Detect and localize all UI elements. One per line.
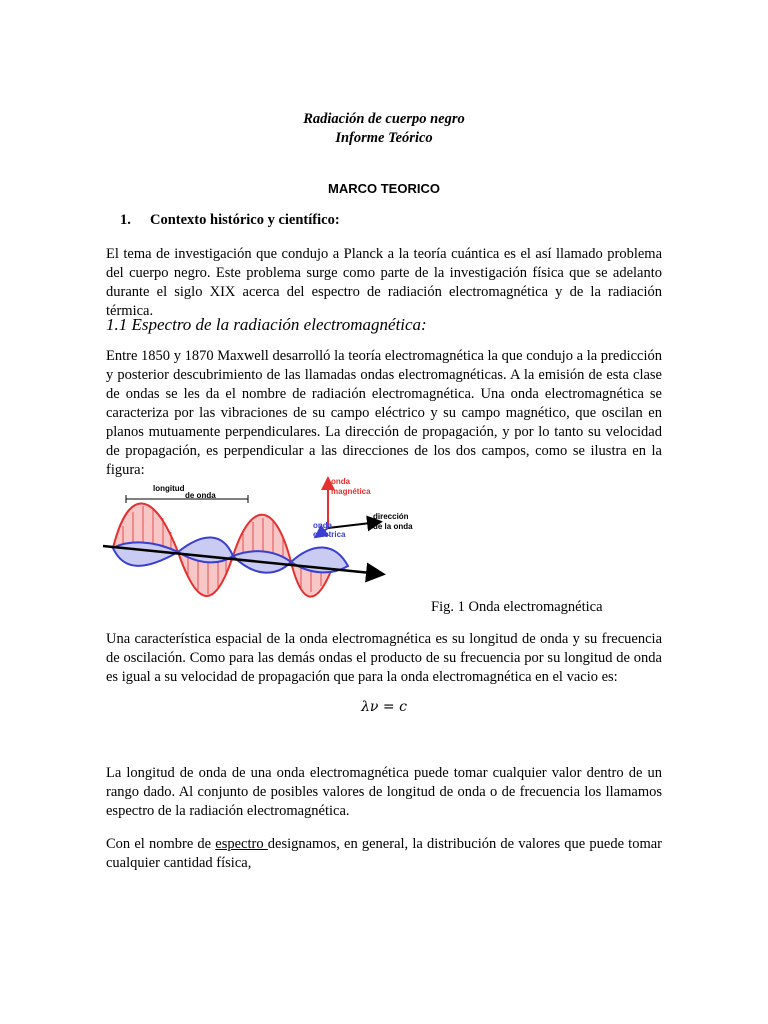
term-espectro: espectro — [215, 836, 268, 852]
numbered-heading — [120, 212, 340, 229]
formula: λν = c — [361, 699, 407, 715]
paragraph-2: Entre 1850 y 1870 Maxwell desarrolló la teoría electromagnética la que condujo a la predicción y posterior descubrimiento de las llamadas ondas electromagnéticas. A la emisión de esta clase de ondas se les da el nombre de radiación electromagnética. Una onda electromagnética se caracteriza por las vibraciones de su campo eléctrico y su campo magnético, que oscilan en planos mutuamente perpendiculares. La dirección de propagación, y por lo tanto su velocidad de propagación, es perpendicular a las direcciones de los dos campos, como se ilustra en la figura: — [106, 348, 662, 478]
label-onda-electrica-2: electrica — [313, 530, 346, 539]
label-longitud: longitud — [153, 484, 185, 493]
label-onda-electrica-1: onda — [313, 521, 333, 530]
label-onda-magnetica-2: magnética — [331, 487, 371, 496]
paragraph-5-suffix: designamos, en general, la distribución de valores que puede tomar cualquier cantidad física, — [106, 836, 662, 871]
paragraph-5 — [106, 835, 662, 873]
paragraph-3: Una característica espacial de la onda electromagnética es su longitud de onda y su frecuencia de oscilación. Como para las demás ondas el producto de su frecuencia por su longitud de onda es igual a su velocidad de propagación que para la onda electromagnética en el vacio es: — [106, 631, 662, 685]
document-subtitle: Informe Teórico — [335, 130, 433, 146]
paragraph-1: El tema de investigación que condujo a Planck a la teoría cuántica es el así llamado problema del cuerpo negro. Este problema surge como parte de la investigación física que se adelanto durante el siglo XIX acerca del espectro de radiación electromagnética y de la radiación térmica. — [106, 246, 662, 319]
field-axes-legend — [313, 477, 413, 539]
heading-number: 1. — [120, 212, 131, 228]
paragraph-4: La longitud de onda de una onda electromagnética puede tomar cualquier valor dentro de un rango dado. Al conjunto de posibles valores de longitud de onda o de frecuencia los llamamos espectro de la radiación electromagnética. — [106, 765, 662, 819]
label-onda-magnetica-1: onda — [331, 477, 351, 486]
wavelength-indicator — [126, 484, 248, 503]
em-wave-figure — [103, 470, 413, 605]
label-direccion: dirección — [373, 512, 409, 521]
heading-text: Contexto histórico y científico: — [150, 212, 340, 228]
label-de-onda: de onda — [185, 491, 216, 500]
paragraph-5-prefix: Con el nombre de — [106, 836, 216, 852]
label-de-la-onda: de la onda — [373, 522, 413, 531]
section-heading: MARCO TEORICO — [328, 181, 440, 196]
figure-caption: Fig. 1 Onda electromagnética — [431, 599, 603, 615]
subheading: 1.1 Espectro de la radiación electromagnética: — [106, 315, 427, 334]
document-title: Radiación de cuerpo negro — [303, 111, 465, 127]
